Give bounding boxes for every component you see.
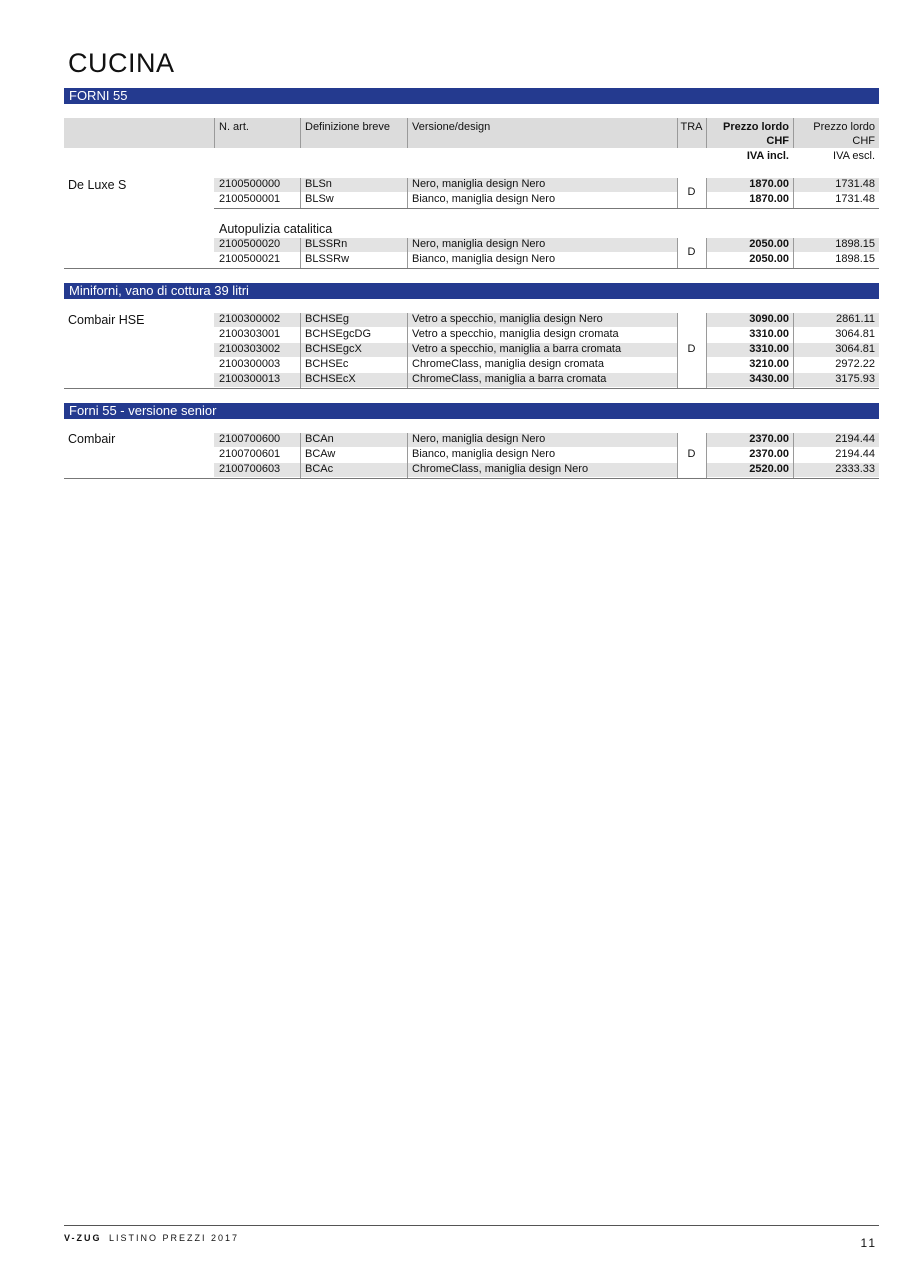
price-excl: 2972.22: [835, 358, 875, 370]
price-excl: 3064.81: [835, 328, 875, 340]
tra-value: D: [687, 448, 696, 460]
price-excl: 1731.48: [835, 193, 875, 205]
price-excl: 2333.33: [835, 463, 875, 475]
tra-value: D: [687, 246, 696, 258]
price-incl: 3210.00: [749, 358, 789, 370]
price-excl: 2861.11: [836, 313, 875, 325]
version-design: Vetro a specchio, maniglia design Nero: [412, 313, 603, 325]
section-title-senior: Forni 55 - versione senior: [64, 403, 879, 419]
col-header-price-excl-iva: IVA escl.: [833, 150, 875, 162]
group-label: Combair: [68, 432, 116, 446]
version-design: Vetro a specchio, maniglia design cromata: [412, 328, 619, 340]
short-def: BCAw: [305, 448, 336, 460]
page-number: 11: [860, 1236, 877, 1250]
col-header-art: N. art.: [219, 121, 249, 133]
art-number: 2100500000: [219, 178, 281, 190]
footer-divider: [64, 1225, 879, 1226]
price-excl: 1898.15: [835, 253, 875, 265]
price-incl: 3310.00: [749, 328, 789, 340]
brand-logo: V-ZUG: [64, 1233, 102, 1243]
price-excl: 3175.93: [835, 373, 875, 385]
footer: [64, 1233, 239, 1243]
tra-value: D: [687, 186, 696, 198]
price-incl: 2370.00: [749, 433, 789, 445]
version-design: Bianco, maniglia design Nero: [412, 448, 556, 460]
price-excl: 2194.44: [835, 433, 875, 445]
art-number: 2100700601: [219, 448, 281, 460]
tra-value: D: [687, 343, 696, 355]
version-design: ChromeClass, maniglia a barra cromata: [412, 373, 607, 385]
group-label: De Luxe S: [68, 178, 127, 192]
price-incl: 3310.00: [749, 343, 789, 355]
col-header-tra: TRA: [680, 121, 703, 133]
section-title-forni-55: FORNI 55: [64, 88, 879, 104]
art-number: 2100300003: [219, 358, 281, 370]
art-number: 2100303001: [219, 328, 281, 340]
short-def: BCHSEcX: [305, 373, 356, 385]
art-number: 2100300013: [219, 373, 281, 385]
price-excl: 2194.44: [835, 448, 875, 460]
page-title: CUCINA: [68, 48, 175, 78]
short-def: BLSw: [305, 193, 334, 205]
col-header-price-incl-iva: IVA incl.: [746, 150, 789, 162]
art-number: 2100500021: [219, 253, 281, 265]
price-excl: 1731.48: [835, 178, 875, 190]
price-incl: 2050.00: [749, 253, 789, 265]
version-design: Nero, maniglia design Nero: [412, 433, 546, 445]
price-incl: 1870.00: [749, 178, 789, 190]
art-number: 2100500020: [219, 238, 281, 250]
price-excl: 3064.81: [835, 343, 875, 355]
section-title-miniforni: Miniforni, vano di cottura 39 litri: [64, 283, 879, 299]
short-def: BCHSEg: [305, 313, 350, 325]
version-design: ChromeClass, maniglia design Nero: [412, 463, 589, 475]
price-incl: 3430.00: [749, 373, 789, 385]
short-def: BCHSEc: [305, 358, 349, 370]
art-number: 2100700600: [219, 433, 281, 445]
version-design: Nero, maniglia design Nero: [412, 178, 546, 190]
art-number: 2100300002: [219, 313, 281, 325]
short-def: BCHSEgcDG: [305, 328, 372, 340]
short-def: BCAc: [305, 463, 334, 475]
price-incl: 2050.00: [749, 238, 789, 250]
col-header-price-excl-chf: CHF: [852, 135, 875, 147]
price-incl: 3090.00: [749, 313, 789, 325]
group-sublabel: Autopulizia catalitica: [219, 222, 333, 236]
price-incl: 1870.00: [749, 193, 789, 205]
short-def: BLSSRw: [305, 253, 350, 265]
col-header-price-incl-chf: CHF: [766, 135, 789, 147]
art-number: 2100700603: [219, 463, 281, 475]
art-number: 2100303002: [219, 343, 281, 355]
version-design: Nero, maniglia design Nero: [412, 238, 546, 250]
short-def: BLSn: [305, 178, 332, 190]
col-header-ver: Versione/design: [412, 121, 491, 133]
price-incl: 2520.00: [749, 463, 789, 475]
col-header-def: Definizione breve: [305, 121, 390, 133]
price-incl: 2370.00: [749, 448, 789, 460]
col-header-price-incl: Prezzo lordo: [722, 121, 789, 133]
group-label: Combair HSE: [68, 313, 145, 327]
short-def: BCAn: [305, 433, 334, 445]
version-design: Bianco, maniglia design Nero: [412, 193, 556, 205]
col-header-price-excl: Prezzo lordo: [813, 121, 875, 133]
version-design: Vetro a specchio, maniglia a barra cromata: [412, 343, 622, 355]
art-number: 2100500001: [219, 193, 281, 205]
footer-text: LISTINO PREZZI 2017: [109, 1233, 240, 1243]
short-def: BCHSEgcX: [305, 343, 362, 355]
version-design: Bianco, maniglia design Nero: [412, 253, 556, 265]
short-def: BLSSRn: [305, 238, 348, 250]
price-excl: 1898.15: [835, 238, 875, 250]
version-design: ChromeClass, maniglia design cromata: [412, 358, 604, 370]
